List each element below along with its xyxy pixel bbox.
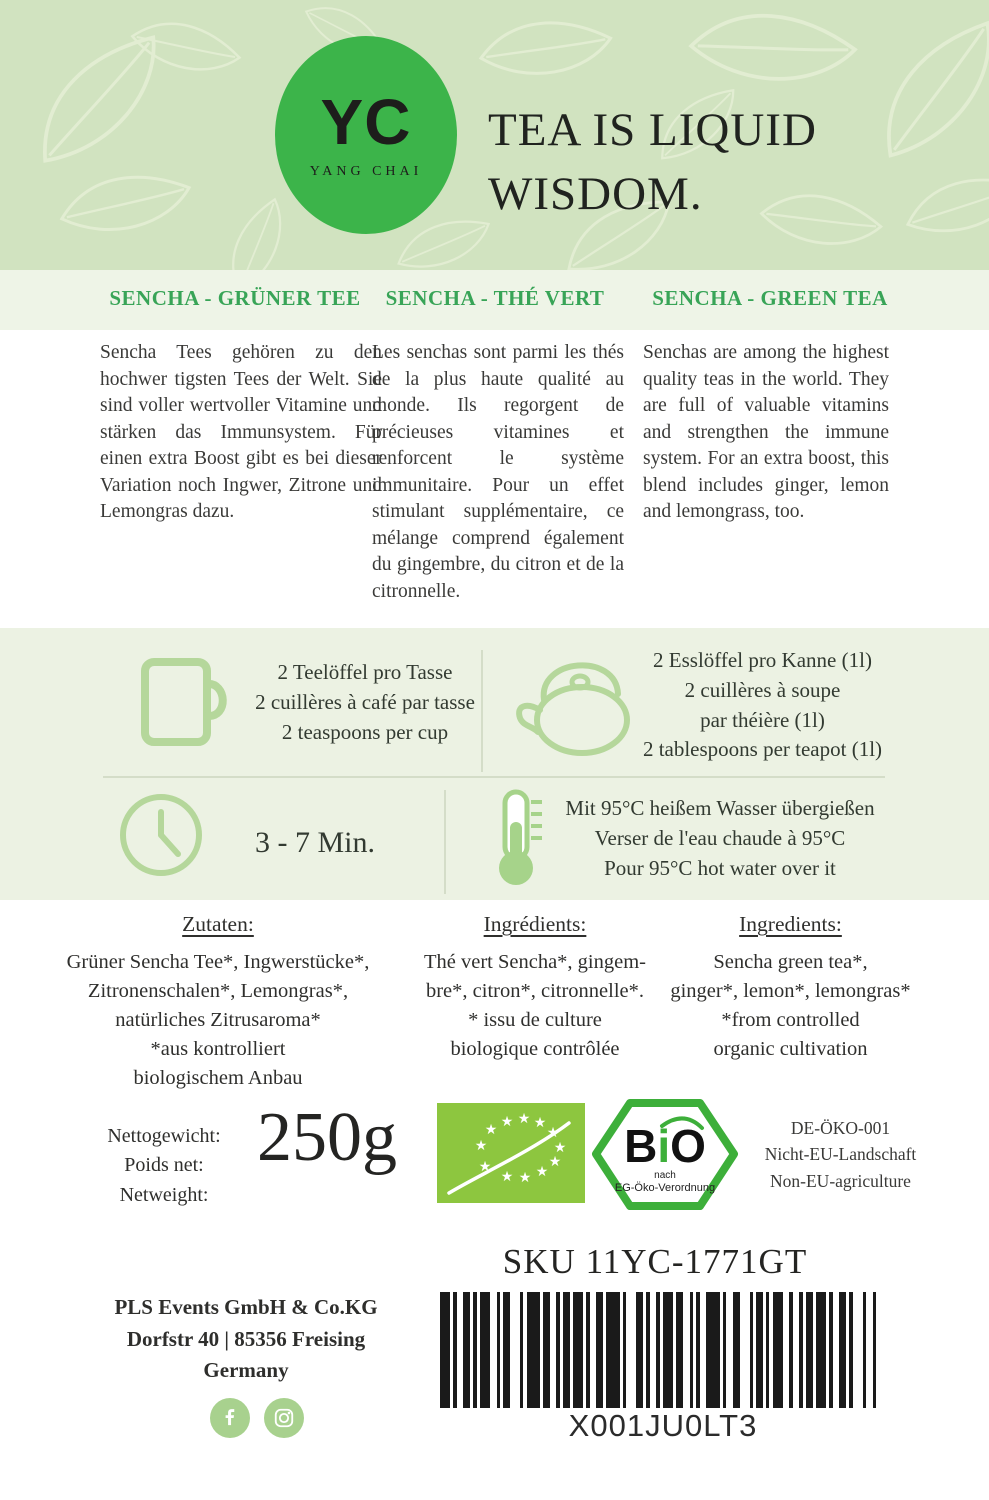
ingredients-list-fr: Thé vert Sencha*, gingem- bre*, citron*, citronnelle*. * issu de culture biologique contrôlée [423,951,646,1061]
ingredients-list-de: Grüner Sencha Tee*, Ingwerstücke*, Zitronenschalen*, Lemongras*, natürliches Zitrusaroma* *aus kontrolliert biologischem Anbau [66,951,370,1090]
svg-text:★: ★ [548,1154,562,1170]
barcode [440,1292,886,1408]
cert-code: DE-ÖKO-001 [790,1118,891,1138]
svg-text:BiO: BiO [624,1120,706,1172]
steep-time-text: 3 - 7 Min. [255,826,375,859]
water-temp-fr: Verser de l'eau chaude à 95°C [594,825,846,850]
cup-icon [135,652,235,752]
tagline-line-2: WISDOM. [488,168,703,221]
water-temp-de: Mit 95°C heißem Wasser übergießen [565,796,875,820]
svg-text:★: ★ [546,1125,560,1141]
ingredients-title-en: Ingredients: [739,912,842,936]
social-icons [210,1398,304,1438]
sku-text: SKU 11YC-1771GT [502,1242,808,1281]
water-temp-en: Pour 95°C hot water over it [604,855,836,880]
organic-certification-text [733,1115,948,1194]
clock-icon [118,792,204,878]
instagram-icon [264,1398,304,1438]
brand-logo-name: YANG CHAI [309,164,423,179]
bio-hexagon-seal [590,1096,740,1214]
cert-origin-de: Nicht-EU-Landschaft [764,1144,917,1165]
cup-dosage-fr: 2 cuillères à café par tasse [255,689,475,714]
net-weight-labels [88,1122,240,1210]
distributor-address [70,1292,422,1387]
brand-logo [275,36,457,234]
brewing-instructions-section [0,628,989,900]
description-en: Senchas are among the highest quality teas in the world. They are full of valuable vitamins and strengthen the immune system. For an extra boost, this blend includes ginger, lemon and lemongrass, too. [643,342,889,523]
facebook-icon [210,1398,250,1438]
product-name-fr: SENCHA - THÉ VERT [385,286,605,310]
teapot-icon [510,642,635,760]
divider [103,776,885,778]
svg-text:★: ★ [484,1122,498,1138]
svg-text:★: ★ [478,1159,492,1175]
thermometer-icon [497,788,543,888]
svg-text:★: ★ [518,1170,532,1186]
svg-text:★: ★ [533,1115,547,1131]
ingredients-list-en: Sencha green tea*, ginger*, lemon*, lemongras* *from controlled organic cultivation [670,951,911,1061]
cup-dosage-text [240,658,490,747]
net-weight-label-en: Netweight: [119,1183,209,1206]
product-name-strip [0,270,989,330]
teapot-dosage-text [630,646,895,765]
cup-dosage-de: 2 Teelöffel pro Tasse [277,660,453,684]
teapot-dosage-de: 2 Esslöffel pro Kanne (1l) [653,648,872,672]
svg-text:★: ★ [517,1111,531,1127]
svg-text:★: ★ [553,1140,567,1156]
svg-text:nach: nach [654,1170,676,1181]
svg-text:★: ★ [474,1138,488,1154]
cup-dosage-en: 2 teaspoons per cup [281,719,449,744]
svg-text:★: ★ [500,1169,514,1185]
product-name-en: SENCHA - GREEN TEA [652,286,888,310]
net-weight-label-de: Nettogewicht: [107,1125,221,1147]
water-temperature-text [545,794,895,883]
distributor-name: PLS Events GmbH & Co.KG [114,1295,378,1319]
net-weight-label-fr: Poids net: [124,1154,204,1177]
description-de: Sencha Tees gehören zu den hochwer tigsten Tees der Welt. Sie sind voller wertvoller Vitamine und stärken das Immunsystem. Für einen extra Boost gibt es bei dieser Variation noch Ingwer, Zitrone und Lemongras dazu. [100,342,382,523]
barcode-value: X001JU0LT3 [568,1408,758,1443]
product-name-de: SENCHA - GRÜNER TEE [109,286,361,310]
svg-text:★: ★ [500,1114,514,1130]
svg-text:★: ★ [535,1164,549,1180]
teapot-dosage-en: 2 tablespoons per teapot (1l) [642,737,883,762]
distributor-street: Dorfstr 40 | 85356 Freising [126,1326,366,1351]
brand-logo-initials: YC [320,86,412,158]
brand-tagline [488,98,817,227]
ingredients-title-fr: Ingrédients: [483,912,587,936]
divider [444,790,446,894]
description-fr: Les senchas sont parmi les thés de la plus haute qualité au monde. Ils regorgent de précieuses vitamines et renforcent le système immunitaire. Pour un effet stimulant supplémentaire, ce mélange comprend également du gingembre, du citron et de la citronnelle. [372,342,624,602]
ingredients-title-de: Zutaten: [182,912,254,936]
cert-origin-en: Non-EU-agriculture [770,1170,911,1191]
teapot-dosage-fr-2: par théière (1l) [700,707,825,732]
brand-header [0,0,989,270]
tagline-line-1: TEA IS LIQUID [488,104,817,156]
svg-text:EG-Öko-Verordnung: EG-Öko-Verordnung [614,1182,716,1194]
teapot-dosage-fr-1: 2 cuillères à soupe [684,677,841,702]
eu-organic-leaf-logo [437,1103,585,1203]
distributor-country: Germany [203,1358,289,1382]
net-weight-value: 250g [257,1099,397,1176]
